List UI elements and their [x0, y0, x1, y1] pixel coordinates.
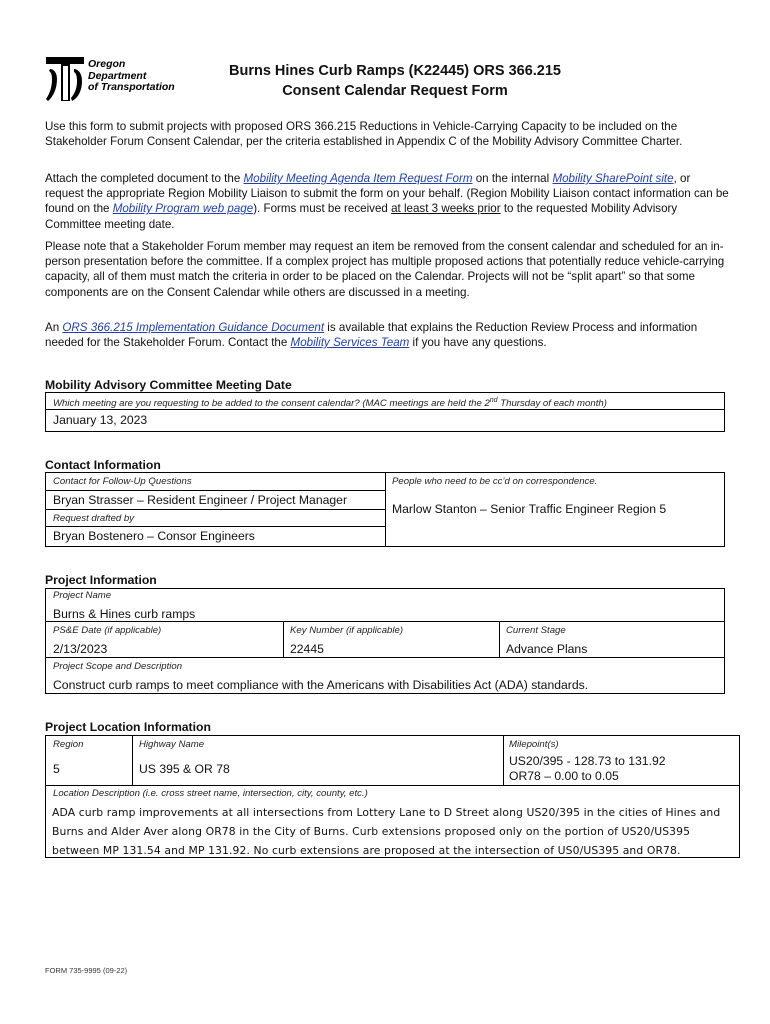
project-info-box: [45, 588, 725, 694]
location-description-label: Location Description (i.e. cross street name, intersection, city, county, etc.): [53, 788, 368, 799]
agency-line2: Department: [88, 69, 147, 82]
location-section-heading: Project Location Information: [45, 720, 211, 734]
contact-info-box: [45, 472, 725, 547]
scope-label: Project Scope and Description: [53, 661, 183, 672]
milepoint-label: Milepoint(s): [509, 739, 559, 750]
p2-text-b: on the internal: [472, 172, 553, 185]
mobility-sharepoint-link[interactable]: Mobility SharePoint site: [552, 172, 674, 185]
scope-field[interactable]: Construct curb ramps to meet compliance with the Americans with Disabilities Act (ADA) standards.: [53, 678, 589, 692]
title-line2: Consent Calendar Request Form: [282, 83, 508, 99]
mac-question-label: [53, 395, 607, 410]
followup-contact-label: Contact for Follow-Up Questions: [53, 476, 192, 487]
project-name-field[interactable]: Burns & Hines curb ramps: [53, 607, 196, 621]
project-section-heading: Project Information: [45, 573, 157, 587]
p4-text-c: if you have any questions.: [409, 336, 547, 350]
mobility-services-team-link[interactable]: Mobility Services Team: [290, 336, 410, 350]
intro-paragraph-3: Please note that a Stakeholder Forum member may request an item be removed from the consent calendar and scheduled for an in-person presentation before the committee. If a complex project has multiple proposed actions that potentially reduce vehicle-carrying capacity, all of them must match the criteria in order to be placed on the Calendar. Projects will not be “split apart” so that some components are on the Consent Calendar while others are discussed in a meeting.: [45, 240, 725, 299]
cc-label: People who need to be cc’d on correspondence.: [392, 476, 598, 487]
p4-text-a: An: [45, 321, 63, 334]
guidance-document-link[interactable]: ORS 366.215 Implementation Guidance Document: [62, 321, 325, 334]
contact-section-heading: Contact Information: [45, 458, 161, 472]
mobility-program-web-link[interactable]: Mobility Program web page: [112, 202, 254, 216]
current-stage-label: Current Stage: [506, 625, 566, 636]
pse-date-field[interactable]: 2/13/2023: [53, 642, 108, 656]
project-name-label: Project Name: [53, 590, 112, 601]
title-line1: Burns Hines Curb Ramps (K22445) ORS 366.215: [228, 63, 561, 79]
mac-date-field[interactable]: January 13, 2023: [53, 413, 148, 427]
mac-question-sup: nd: [489, 397, 498, 404]
intro-paragraph-2: [45, 171, 730, 232]
drafted-by-field[interactable]: Bryan Bostenero – Consor Engineers: [53, 529, 255, 543]
p2-text-d: ). Forms must be received: [253, 202, 392, 216]
highway-name-field[interactable]: US 395 & OR 78: [139, 762, 230, 776]
intro-paragraph-1: Use this form to submit projects with proposed ORS 366.215 Reductions in Vehicle-Carrying Capacity to be included on the Stakeholder Forum Consent Calendar, per the criteria established in Appendix C of the Mobility Advisory Committee Charter.: [45, 120, 683, 149]
milepoint-field-1[interactable]: US20/395 - 128.73 to 131.92: [509, 754, 666, 768]
milepoint-field-2[interactable]: OR78 – 0.00 to 0.05: [509, 769, 619, 783]
form-title: [200, 61, 590, 101]
region-label: Region: [53, 739, 84, 750]
agenda-request-form-link[interactable]: Mobility Meeting Agenda Item Request Form: [243, 172, 473, 185]
agency-line3: of Transportation: [88, 81, 175, 93]
agency-line1: Oregon: [88, 58, 126, 70]
current-stage-field[interactable]: Advance Plans: [506, 642, 588, 656]
mac-date-box: [45, 392, 725, 432]
cc-field[interactable]: Marlow Stanton – Senior Traffic Engineer Region 5: [392, 502, 667, 516]
p2-text-c: , or request the appropriate Region Mobility Liaison to submit the form on your behalf. (Region Mobility Liaison contact information can be found on the: [45, 172, 729, 216]
mac-section-heading: Mobility Advisory Committee Meeting Date: [45, 378, 292, 392]
drafted-by-label: Request drafted by: [53, 513, 135, 524]
p2-text-e: to the requested Mobility Advisory Committee meeting date.: [45, 202, 678, 231]
mac-question-a: Which meeting are you requesting to be added to the consent calendar? (MAC meetings are held the 2: [53, 398, 490, 410]
odot-logo-icon: [44, 55, 86, 103]
deadline-underline: at least 3 weeks prior: [391, 202, 501, 216]
form-number: FORM 735-9995 (09-22): [45, 966, 128, 975]
intro-paragraph-4: [45, 320, 730, 350]
mac-question-b: Thursday of each month): [497, 398, 607, 410]
pse-date-label: PS&E Date (if applicable): [53, 625, 162, 636]
region-field[interactable]: 5: [53, 762, 60, 776]
followup-contact-field[interactable]: Bryan Strasser – Resident Engineer / Project Manager: [53, 493, 347, 507]
location-description-field[interactable]: ADA curb ramp improvements at all intersections from Lottery Lane to D Street along US20/395 in the cities of Hines and Burns and Alder Aver along OR78 in the City of Burns. Curb extensions proposed only on the portion of US20/US395 between MP 131.54 and MP 131.92. No curb extensions are proposed at the intersection of US0/US395 and OR78.: [52, 806, 721, 857]
key-number-label: Key Number (if applicable): [290, 625, 404, 636]
p2-text-a: Attach the completed document to the: [45, 172, 244, 185]
key-number-field[interactable]: 22445: [290, 642, 324, 656]
highway-name-label: Highway Name: [139, 739, 205, 750]
agency-name: [88, 59, 175, 94]
odot-logo: [44, 55, 204, 105]
p4-text-b: is available that explains the Reduction Review Process and information needed for the Stakeholder Forum. Contact the: [45, 321, 698, 350]
